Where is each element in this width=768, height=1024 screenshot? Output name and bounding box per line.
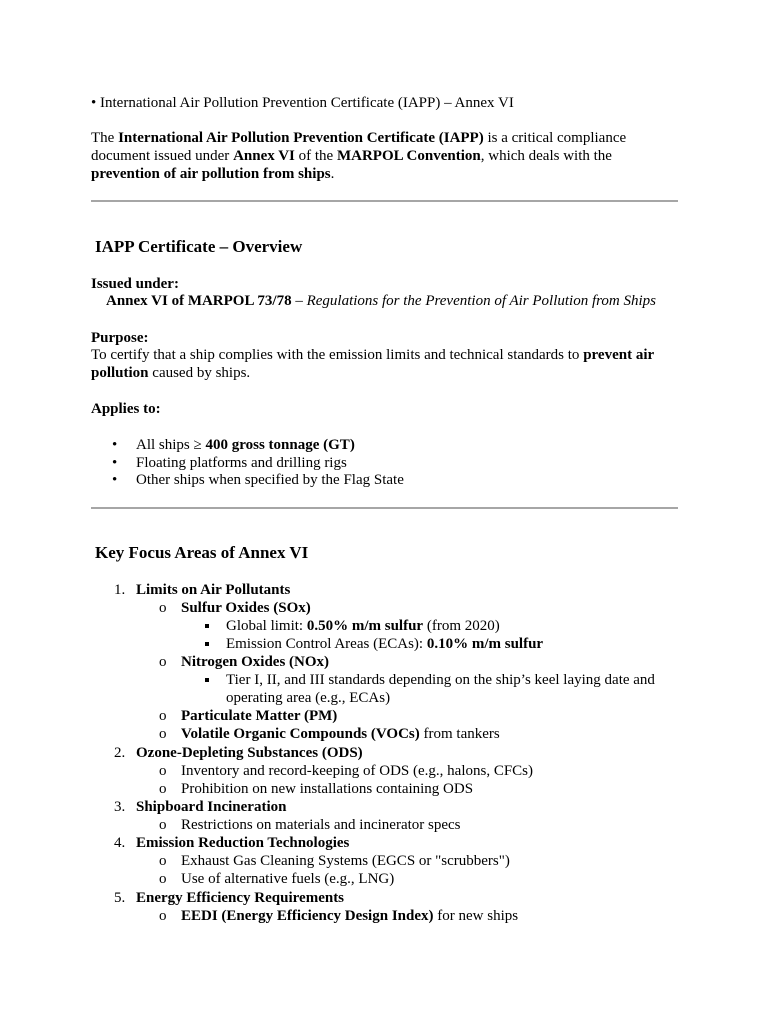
subsub-item: Tier I, II, and III standards depending on the ship’s keel laying date and [226, 672, 655, 688]
intro-paragraph: The International Air Pollution Prevention Certificate (IAPP) is a critical compliance document issued under Annex VI of the MARPOL Convention, which deals with the prevention of air pollution from ships. [91, 130, 627, 182]
divider [91, 507, 678, 509]
list-number: 4. [114, 835, 126, 851]
divider [91, 200, 678, 202]
sub-marker: o [159, 817, 167, 833]
list-number: 2. [114, 745, 126, 761]
sub-item: Nitrogen Oxides (NOx) [181, 654, 330, 670]
issued-value: Annex VI of MARPOL 73/78 – Regulations for the Prevention of Air Pollution from Ships [106, 293, 657, 309]
sub-item: Volatile Organic Compounds (VOCs) from tankers [181, 726, 500, 742]
bullet: • [112, 455, 118, 471]
focus-item-title: Shipboard Incineration [136, 799, 287, 815]
sub-marker: o [159, 908, 167, 924]
applies-item: All ships ≥ 400 gross tonnage (GT) [136, 437, 355, 453]
purpose-label: Purpose: [91, 330, 149, 346]
square-bullet [205, 642, 209, 646]
focus-item-title: Emission Reduction Technologies [136, 835, 350, 851]
list-number: 1. [114, 582, 126, 598]
issued-label: Issued under: [91, 276, 179, 292]
subsub-item-continued: operating area (e.g., ECAs) [226, 690, 391, 706]
bullet: • [112, 472, 118, 488]
subsub-item: Emission Control Areas (ECAs): 0.10% m/m sulfur [226, 636, 544, 652]
sub-item: Particulate Matter (PM) [181, 708, 338, 724]
bullet: • [112, 437, 118, 453]
focus-item-title: Ozone-Depleting Substances (ODS) [136, 745, 363, 761]
list-number: 5. [114, 890, 126, 906]
sub-marker: o [159, 654, 167, 670]
applies-label: Applies to: [91, 401, 161, 417]
sub-item: Inventory and record-keeping of ODS (e.g., halons, CFCs) [181, 763, 534, 779]
applies-item: Floating platforms and drilling rigs [136, 455, 347, 471]
focus-heading: Key Focus Areas of Annex VI [95, 543, 309, 562]
list-number: 3. [114, 799, 126, 815]
sub-item: EEDI (Energy Efficiency Design Index) for new ships [181, 908, 519, 924]
sub-marker: o [159, 781, 167, 797]
sub-marker: o [159, 871, 167, 887]
purpose-text: To certify that a ship complies with the emission limits and technical standards to prevent air pollution caused by ships. [91, 347, 654, 381]
sub-marker: o [159, 708, 167, 724]
square-bullet [205, 624, 209, 628]
focus-item-title: Limits on Air Pollutants [136, 582, 291, 598]
overview-heading: IAPP Certificate – Overview [95, 237, 303, 256]
subsub-item: Global limit: 0.50% m/m sulfur (from 2020) [226, 618, 500, 634]
square-bullet [205, 678, 209, 682]
sub-item: Use of alternative fuels (e.g., LNG) [181, 871, 395, 887]
sub-marker: o [159, 853, 167, 869]
sub-item: Exhaust Gas Cleaning Systems (EGCS or "scrubbers") [181, 853, 510, 869]
sub-item: Restrictions on materials and incinerator specs [181, 817, 461, 833]
focus-item-title: Energy Efficiency Requirements [136, 890, 345, 906]
sub-marker: o [159, 763, 167, 779]
intro-line: • International Air Pollution Prevention Certificate (IAPP) – Annex VI [91, 95, 514, 111]
applies-item: Other ships when specified by the Flag State [136, 472, 404, 488]
sub-marker: o [159, 600, 167, 616]
sub-item: Sulfur Oxides (SOx) [181, 600, 311, 616]
sub-marker: o [159, 726, 167, 742]
sub-item: Prohibition on new installations containing ODS [181, 781, 474, 797]
